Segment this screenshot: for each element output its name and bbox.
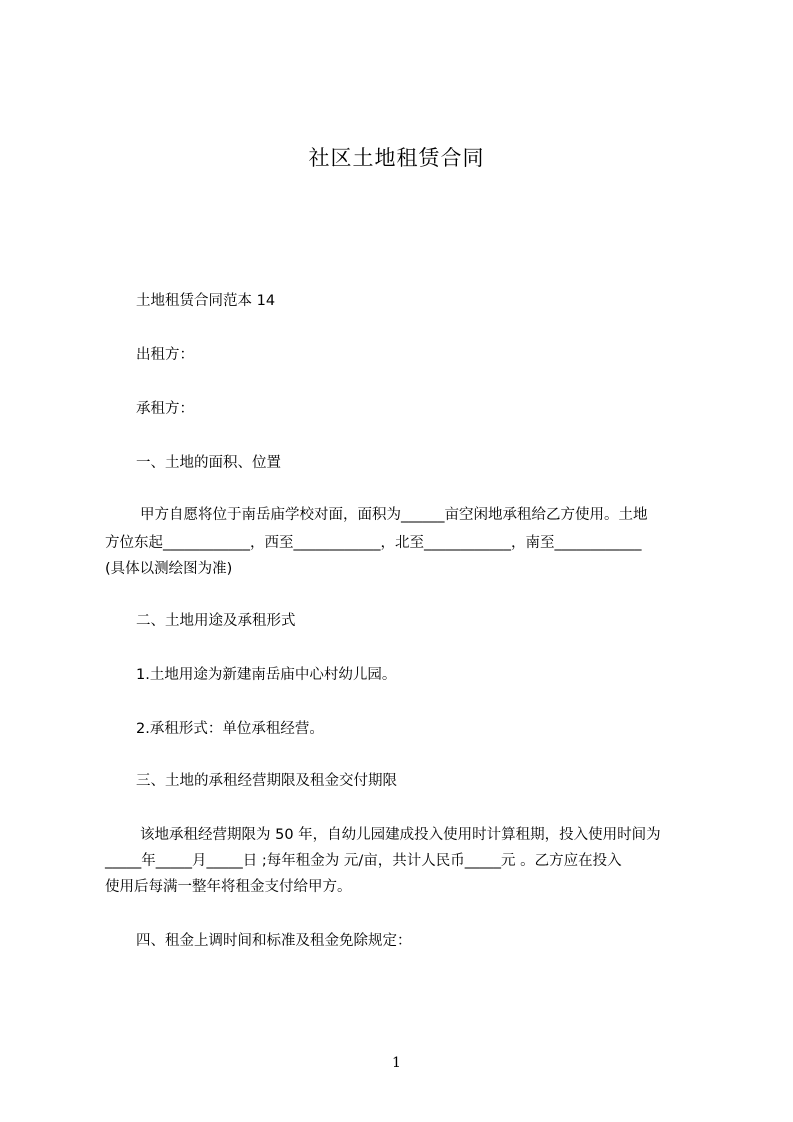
section-1-heading: 一、土地的面积、位置 (136, 455, 281, 471)
section-3-heading: 三、土地的承租经营期限及租金交付期限 (136, 773, 397, 789)
section-1-paragraph-line-2: 方位东起____________，西至____________，北至____________，南至____________ (105, 535, 642, 551)
lessee-label: 承租方： (136, 401, 194, 417)
section-3-paragraph-line-1: 该地承租经营期限为 50 年，自幼儿园建成投入使用时计算租期，投入使用时间为 (140, 827, 661, 843)
section-4-heading: 四、租金上调时间和标准及租金免除规定： (136, 933, 412, 949)
section-2-item-1: 1.土地用途为新建南岳庙中心村幼儿园。 (136, 667, 397, 683)
section-1-paragraph-line-3: (具体以测绘图为准) (105, 561, 233, 577)
section-3-paragraph-line-2: _____年_____月_____日 ;每年租金为 元/亩，共计人民币_____元 。乙方应在投入 (105, 853, 622, 869)
section-2-heading: 二、土地用途及承租形式 (136, 613, 296, 629)
lessor-label: 出租方： (136, 347, 194, 363)
section-2-item-2: 2.承租形式：单位承租经营。 (136, 721, 324, 737)
page-number: 1 (392, 1055, 401, 1071)
contract-subtitle: 土地租赁合同范本 14 (136, 293, 276, 309)
document-title: 社区土地租赁合同 (308, 146, 485, 170)
section-3-paragraph-line-3: 使用后每满一整年将租金支付给甲方。 (105, 879, 352, 895)
section-1-paragraph-line-1: 甲方自愿将位于南岳庙学校对面，面积为______亩空闲地承租给乙方使用。土地 (140, 507, 648, 523)
